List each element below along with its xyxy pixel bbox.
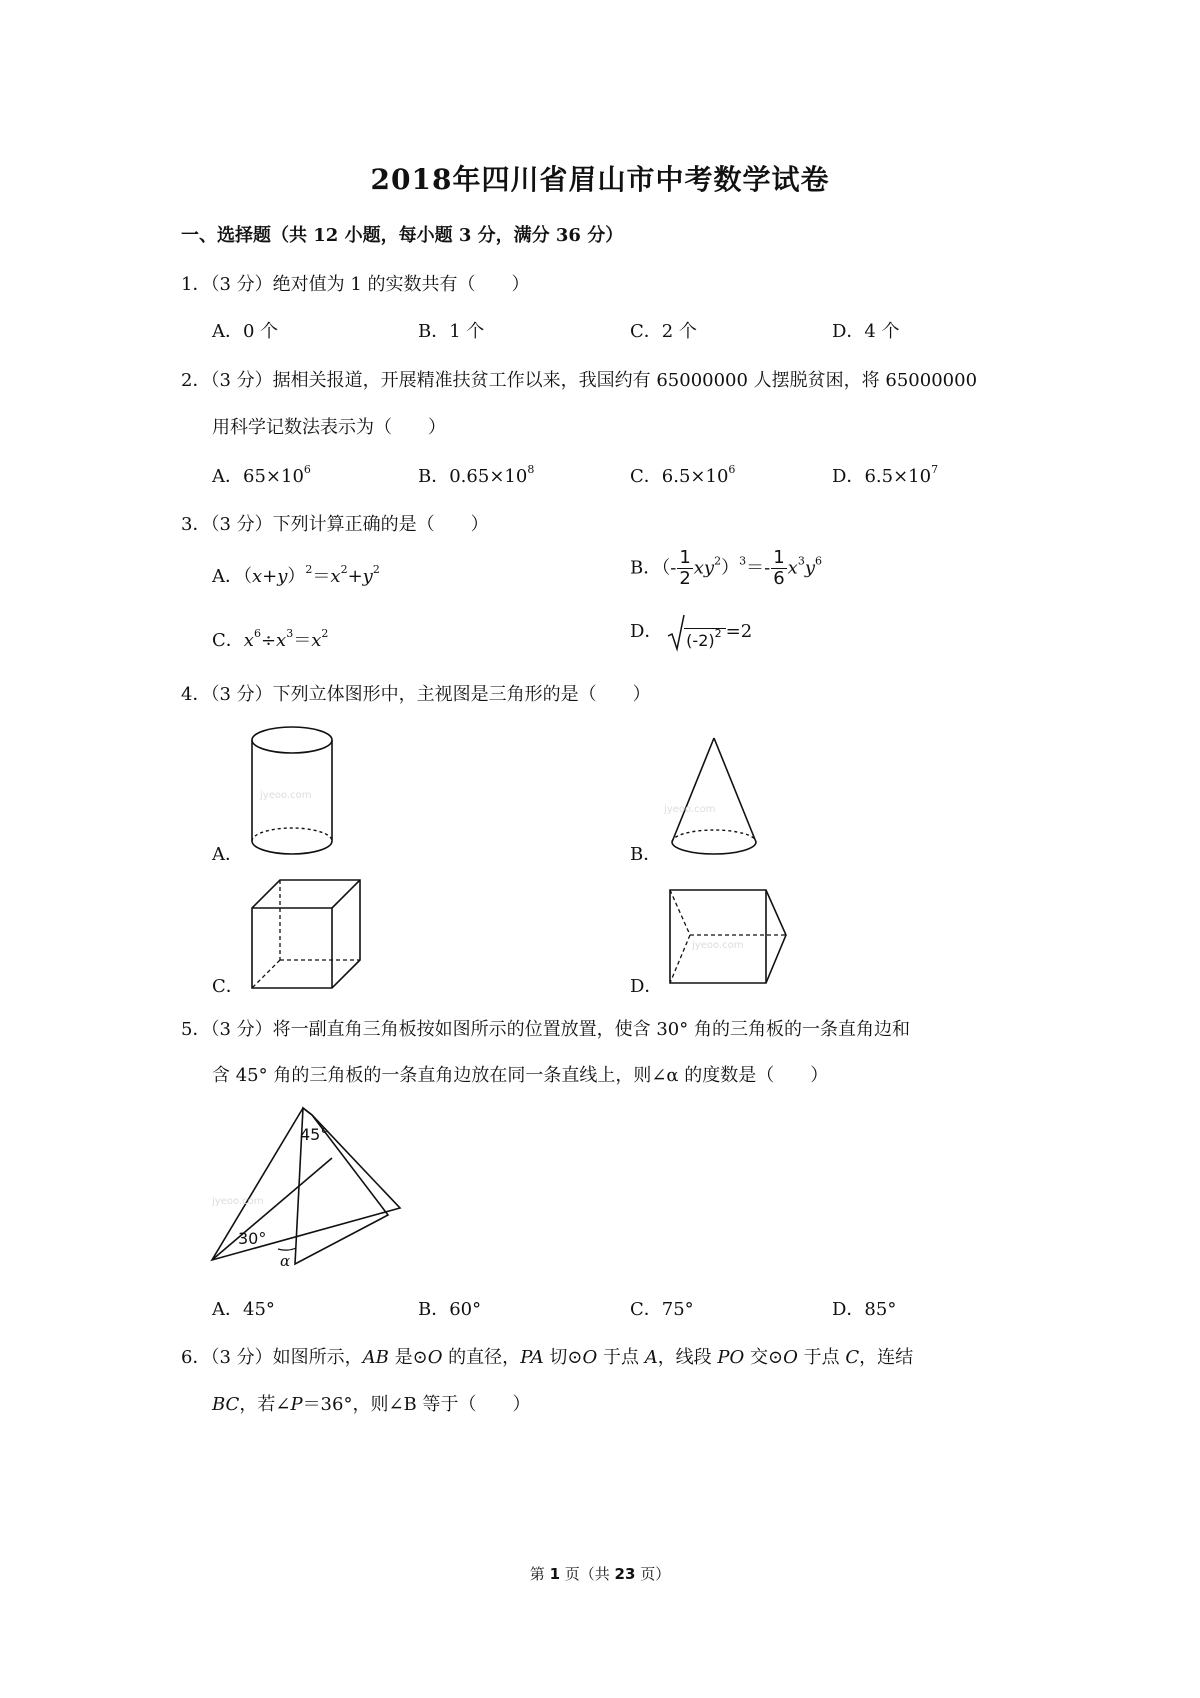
svg-text:jyeoo.com: jyeoo.com xyxy=(260,790,312,801)
figure-label-alpha: α xyxy=(280,1252,291,1270)
q1-option-b: B．1 个 xyxy=(418,321,485,342)
q4-option-d: D． xyxy=(630,976,663,997)
q2-option-b: B．$0.65\times 10^8$ xyxy=(418,463,535,487)
figure-label-45: 45° xyxy=(300,1125,329,1144)
q3-option-b: B．（- $\frac{1}{2}$ $xy^2)^3=-$ $\frac{1}{6}$ $x^3y^6$ xyxy=(630,547,822,589)
q1-option-d: D．4 个 xyxy=(832,321,900,342)
q4-option-a: A． xyxy=(212,844,243,865)
q5-option-a: A．45° xyxy=(212,1299,275,1320)
q3-option-a: A．$(x+y)^2=x^2+y^2$ xyxy=(212,563,380,587)
sqrt-expression: $(-2)^2$ xyxy=(668,614,725,650)
q1-option-c: C．2 个 xyxy=(630,321,697,342)
q3-option-c: C．$x^6\div x^3=x^2$ xyxy=(212,627,329,651)
radical-sign-icon xyxy=(668,614,684,650)
figure-label-30: 30° xyxy=(238,1229,267,1248)
cone-figure xyxy=(664,738,768,858)
triangle-set-figure xyxy=(210,1108,405,1273)
q1-option-a: A．0 个 xyxy=(212,321,279,342)
q5-option-b: B．60° xyxy=(418,1299,482,1320)
prism-figure xyxy=(670,890,790,990)
q2-option-a: A．$65\times 10^6$ xyxy=(212,463,311,487)
q5-option-d: D．85° xyxy=(832,1299,897,1320)
q2-option-c: C．$6.5\times 10^6$ xyxy=(630,463,736,487)
page-footer: 第 1 页（共 23 页） xyxy=(529,1565,671,1583)
q5-option-c: C．75° xyxy=(630,1299,694,1320)
q2-option-d: D．$6.5\times 10^7$ xyxy=(832,463,939,487)
question-5-stem-cont: 含 45° 角的三角板的一条直角边放在同一条直线上，则∠α 的度数是（ ） xyxy=(212,1065,829,1086)
cylinder-figure xyxy=(250,726,340,856)
question-6-stem: 6．（3 分）如图所示，AB 是⊙O 的直径，PA 切⊙O 于点 A，线段 PO 交⊙O 于点 C，连结 xyxy=(181,1347,914,1368)
svg-text:jyeoo.com: jyeoo.com xyxy=(692,940,744,951)
question-4-stem: 4．（3 分）下列立体图形中，主视图是三角形的是（ ） xyxy=(181,684,651,705)
question-5-stem: 5．（3 分）将一副直角三角板按如图所示的位置放置，使含 30° 角的三角板的一条直角边和 xyxy=(181,1019,910,1040)
question-1-stem: 1．（3 分）绝对值为 1 的实数共有（ ） xyxy=(181,274,530,295)
question-6-stem-cont: BC，若∠P＝36°，则∠B 等于（ ） xyxy=(212,1394,531,1415)
svg-text:jyeoo.com: jyeoo.com xyxy=(212,1196,264,1207)
page-title: 2018年四川省眉山市中考数学试卷 xyxy=(370,163,830,196)
section-heading: 一、选择题（共 12 小题，每小题 3 分，满分 36 分） xyxy=(181,225,624,246)
svg-text:jyeoo.com: jyeoo.com xyxy=(664,804,716,815)
q3-option-d: D． $(-2)^2$ =2 xyxy=(630,614,752,650)
q4-option-b: B． xyxy=(630,844,662,865)
question-2-stem: 2．（3 分）据相关报道，开展精准扶贫工作以来，我国约有 65000000 人摆脱贫困，将 65000000 xyxy=(181,370,978,391)
question-3-stem: 3．（3 分）下列计算正确的是（ ） xyxy=(181,514,489,535)
q4-option-c: C． xyxy=(212,976,244,997)
cube-figure xyxy=(252,880,367,990)
question-2-stem-cont: 用科学记数法表示为（ ） xyxy=(212,417,446,438)
